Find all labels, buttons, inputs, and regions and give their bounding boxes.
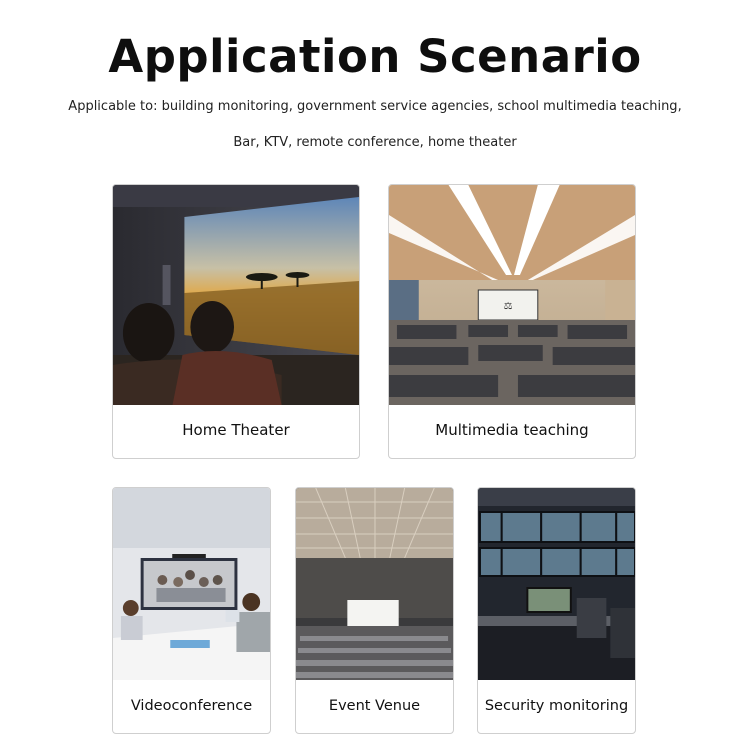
conference-hall-photo (389, 185, 635, 405)
control-room-photo (478, 488, 635, 680)
scenario-card-home-theater[interactable] (112, 184, 360, 459)
home-theater-photo (113, 185, 359, 405)
auditorium-photo (296, 488, 453, 680)
scenario-label: Home Theater (182, 421, 290, 439)
scenario-label: Videoconference (130, 698, 253, 714)
meeting-room-photo (113, 488, 270, 680)
svg-text:⚖: ⚖ (503, 300, 513, 313)
subtitle-line-2: Bar, KTV, remote conference, home theater (233, 135, 517, 150)
scenario-card-event-venue[interactable] (295, 487, 454, 734)
scenario-label: Security monitoring (484, 698, 629, 714)
scenario-label: Event Venue (328, 698, 421, 714)
scenario-label: Multimedia teaching (435, 421, 589, 439)
scenario-card-multimedia-teaching[interactable] (388, 184, 636, 459)
subtitle-line-1: Applicable to: building monitoring, government service agencies, school multimedia teaching, (68, 99, 682, 114)
scenario-card-videoconference[interactable] (112, 487, 271, 734)
page-title: Application Scenario (108, 30, 642, 83)
scenario-card-security-monitoring[interactable] (477, 487, 636, 734)
